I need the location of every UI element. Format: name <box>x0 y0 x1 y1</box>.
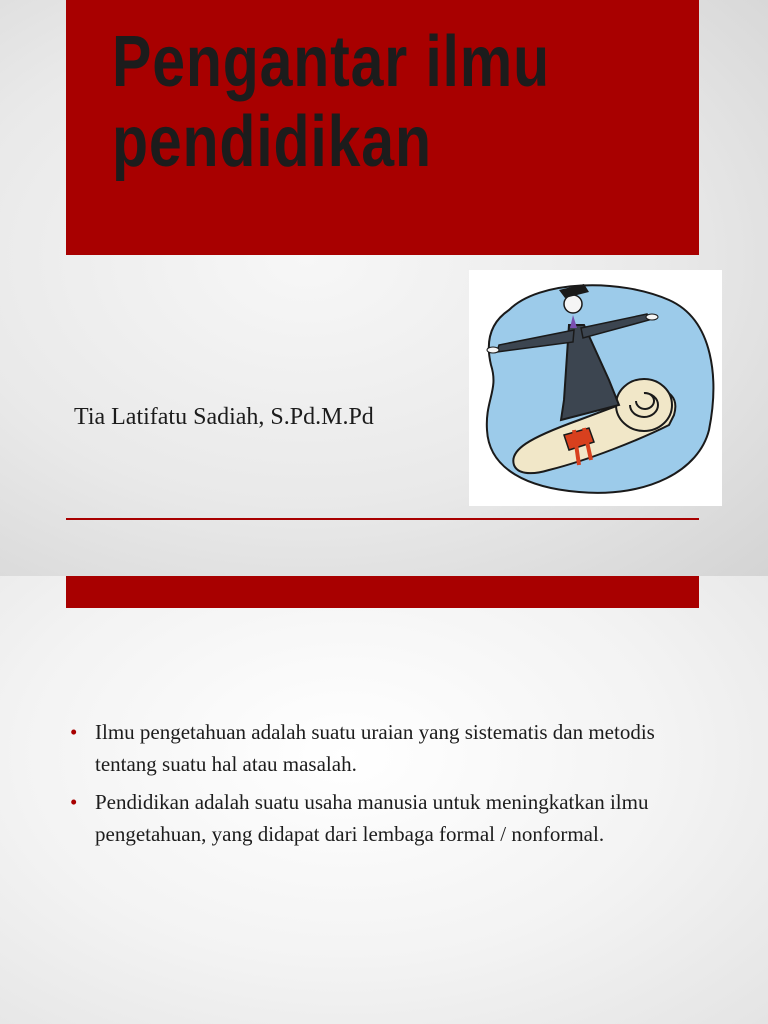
header-banner <box>66 576 699 608</box>
bullet-text: Ilmu pengetahuan adalah suatu uraian yang sistematis dan metodis tentang suatu hal atau masalah. <box>95 720 655 776</box>
author-name: Tia Latifatu Sadiah, S.Pd.M.Pd <box>74 404 374 430</box>
bullet-item <box>66 786 696 850</box>
title-banner <box>66 0 699 255</box>
bullet-item <box>66 716 696 780</box>
divider-line <box>66 518 699 520</box>
content-slide <box>0 576 768 1024</box>
graduate-surfing-illustration <box>469 270 722 506</box>
bullet-text: Pendidikan adalah suatu usaha manusia untuk meningkatkan ilmu pengetahuan, yang didapat dari lembaga formal / nonformal. <box>95 790 649 846</box>
bullet-list <box>66 716 696 856</box>
slide-title: Pengantar ilmu pendidikan <box>112 22 550 182</box>
bullet-marker: • <box>70 790 78 814</box>
graduate-clipart-icon <box>469 270 722 506</box>
bullet-marker: • <box>70 720 78 744</box>
